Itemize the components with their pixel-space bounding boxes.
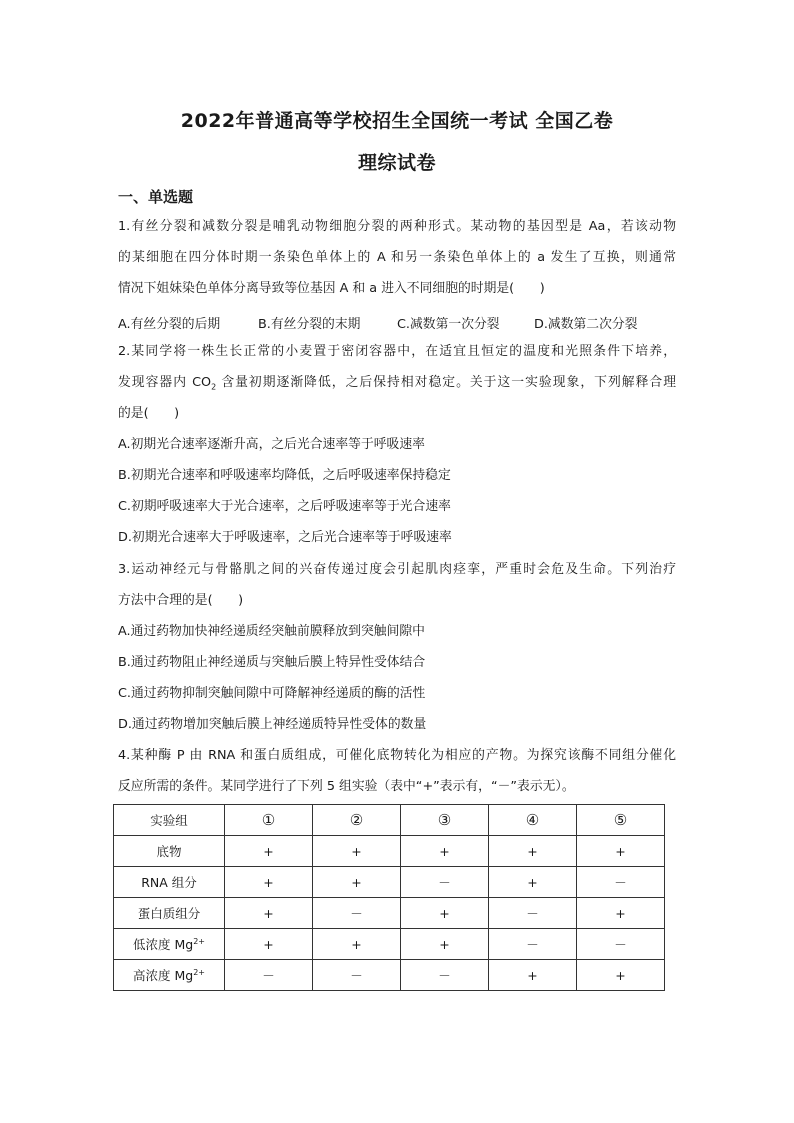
table-cell: + (489, 867, 577, 898)
table-row (114, 929, 665, 960)
table-header-row (114, 805, 665, 836)
q2-line-2 (118, 375, 676, 396)
table-cell: － (489, 898, 577, 929)
table-cell: + (225, 929, 313, 960)
group-header-4: ④ (489, 805, 577, 836)
table-cell: + (225, 898, 313, 929)
exam-title: 2022年普通高等学校招生全国统一考试 全国乙卷 (180, 110, 614, 132)
q1-option-d[interactable]: D.减数第二次分裂 (534, 317, 638, 332)
table-cell: － (313, 960, 401, 991)
table-cell: － (489, 929, 577, 960)
table-cell: + (225, 867, 313, 898)
q3-option-a[interactable]: A.通过药物加快神经递质经突触前膜释放到突触间隙中 (118, 624, 425, 639)
q2-line-1: 2.某同学将一株生长正常的小麦置于密闭容器中，在适宜且恒定的温度和光照条件下培养， (118, 344, 676, 359)
q2-option-a[interactable]: A.初期光合速率逐渐升高，之后光合速率等于呼吸速率 (118, 437, 425, 452)
q4-line-2: 反应所需的条件。某同学进行了下列 5 组实验（表中“+”表示有，“－”表示无）。 (118, 779, 575, 794)
q3-option-b[interactable]: B.通过药物阻止神经递质与突触后膜上特异性受体结合 (118, 655, 426, 670)
q1-option-b[interactable]: B.有丝分裂的末期 (258, 317, 361, 332)
q3-option-c[interactable]: C.通过药物抑制突触间隙中可降解神经递质的酶的活性 (118, 686, 426, 701)
table-cell: + (401, 929, 489, 960)
table-cell: + (313, 836, 401, 867)
q2-line-2-pre: 发现容器内 CO (118, 375, 212, 390)
table-cell: + (401, 898, 489, 929)
group-header-1: ① (225, 805, 313, 836)
experiment-table (113, 804, 665, 991)
table-row (114, 867, 665, 898)
row-label: 蛋白质组分 (114, 898, 225, 929)
co2-subscript: 2 (211, 382, 217, 392)
q3-line-1: 3.运动神经元与骨骼肌之间的兴奋传递过度会引起肌肉痉挛，严重时会危及生命。下列治疗 (118, 562, 676, 577)
table-cell: + (577, 960, 665, 991)
row-label: RNA 组分 (114, 867, 225, 898)
exam-subtitle: 理综试卷 (357, 152, 436, 174)
table-cell: + (577, 898, 665, 929)
table-row (114, 836, 665, 867)
row-label-superscript: 2+ (193, 967, 205, 977)
group-header-5: ⑤ (577, 805, 665, 836)
row-label (114, 929, 225, 960)
table-cell: － (401, 960, 489, 991)
q1-line-1: 1.有丝分裂和减数分裂是哺乳动物细胞分裂的两种形式。某动物的基因型是 Aa，若该动物 (118, 219, 676, 234)
q4-line-1: 4.某种酶 P 由 RNA 和蛋白质组成，可催化底物转化为相应的产物。为探究该酶不同组分催化 (118, 748, 676, 763)
table-corner-cell: 实验组 (114, 805, 225, 836)
row-label-superscript: 2+ (193, 936, 205, 946)
q1-option-c[interactable]: C.减数第一次分裂 (397, 317, 500, 332)
table-row (114, 960, 665, 991)
q2-option-b[interactable]: B.初期光合速率和呼吸速率均降低，之后呼吸速率保持稳定 (118, 468, 451, 483)
table-cell: － (313, 898, 401, 929)
q1-option-a[interactable]: A.有丝分裂的后期 (118, 317, 221, 332)
row-label-text: 高浓度 Mg (133, 968, 194, 983)
table-cell: + (401, 836, 489, 867)
q2-line-2-post: 含量初期逐渐降低，之后保持相对稳定。关于这一实验现象，下列解释合理 (216, 375, 676, 390)
row-label (114, 960, 225, 991)
q2-option-d[interactable]: D.初期光合速率大于呼吸速率，之后光合速率等于呼吸速率 (118, 530, 452, 545)
q3-option-d[interactable]: D.通过药物增加突触后膜上神经递质特异性受体的数量 (118, 717, 427, 732)
group-header-3: ③ (401, 805, 489, 836)
q1-line-2: 的某细胞在四分体时期一条染色单体上的 A 和另一条染色单体上的 a 发生了互换，则通常 (118, 250, 676, 265)
table-cell: + (225, 836, 313, 867)
table-cell: + (489, 960, 577, 991)
table-row (114, 898, 665, 929)
q2-option-c[interactable]: C.初期呼吸速率大于光合速率，之后呼吸速率等于光合速率 (118, 499, 451, 514)
table-cell: + (313, 867, 401, 898)
table-cell: － (577, 929, 665, 960)
row-label: 底物 (114, 836, 225, 867)
section-heading: 一、单选题 (118, 188, 194, 206)
table-cell: + (489, 836, 577, 867)
table-cell: － (225, 960, 313, 991)
table-cell: + (313, 929, 401, 960)
q3-line-2: 方法中合理的是( ) (118, 593, 244, 608)
group-header-2: ② (313, 805, 401, 836)
q1-line-3: 情况下姐妹染色单体分离导致等位基因 A 和 a 进入不同细胞的时期是( ) (118, 281, 545, 296)
table-cell: － (577, 867, 665, 898)
table-cell: － (401, 867, 489, 898)
q2-line-3: 的是( ) (118, 406, 180, 421)
table-cell: + (577, 836, 665, 867)
row-label-text: 低浓度 Mg (133, 937, 194, 952)
